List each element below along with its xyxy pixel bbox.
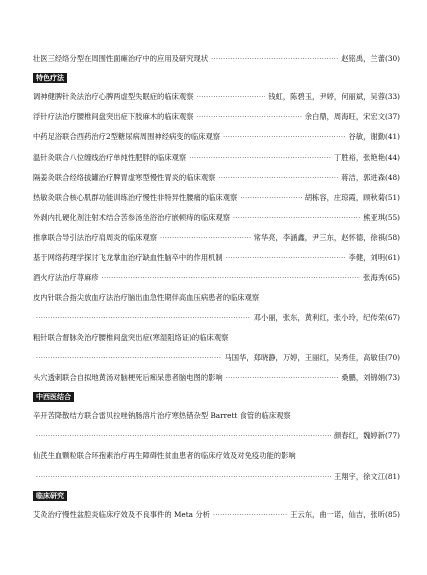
- toc-entry[interactable]: [33, 510, 400, 521]
- entry-authors: 胡栋容，庄琼霞，顾秋菊(51): [304, 193, 400, 202]
- toc-entry[interactable]: [33, 233, 400, 244]
- dot-leader: [102, 274, 360, 284]
- dot-leader: [233, 214, 360, 224]
- dot-leader: [226, 374, 339, 384]
- entry-authors: 王云东，曲一诺，仙吉，张昕(85): [290, 510, 400, 519]
- dot-leader: [223, 133, 345, 143]
- entry-authors: 张海秀(65): [363, 273, 400, 282]
- section-heading-tezhi: 特色疗法: [33, 73, 67, 83]
- entry-title: 头穴透刺联合自拟地黄汤对脑梗死后痴呆患者脑电图的影响: [33, 373, 223, 382]
- dot-leader: [189, 154, 331, 164]
- toc-entry[interactable]: [33, 54, 400, 65]
- entry-title: 外剥内扎硬化剂注射术结合苦参汤坐浴治疗嵌顿痔的临床观察: [33, 213, 231, 222]
- dot-leader: [211, 55, 338, 65]
- toc-entry-title-line[interactable]: 辛开苦降散结方联合雷贝拉唑钠肠溶片治疗寒热错杂型 Barrett 食管的临床观察: [33, 411, 291, 420]
- toc-entry[interactable]: [33, 193, 400, 204]
- entry-authors: 王翔宇，徐文江(81): [333, 472, 400, 481]
- dot-leader: [36, 432, 331, 442]
- toc-entry[interactable]: [33, 173, 400, 184]
- entry-authors: 谷敏，谢勤(41): [348, 132, 400, 141]
- entry-title: 艾灸治疗慢性盆腔炎临床疗效及不良事件的 Meta 分析: [33, 510, 210, 519]
- entry-authors: 余白鼎，周海旺，宋宏文(37): [304, 112, 400, 121]
- entry-title: 浮针疗法治疗腰椎间盘突出症下肢麻木的临床观察: [33, 112, 194, 121]
- toc-entry[interactable]: [33, 112, 400, 123]
- dot-leader: [240, 194, 301, 204]
- dot-leader: [160, 234, 251, 244]
- entry-title: 热敏灸联合核心肌群功能训练治疗慢性非特异性腰痛的临床观察: [33, 193, 238, 202]
- dot-leader: [197, 93, 266, 103]
- entry-title: 壮医三经络分型在周围性面瘫治疗中的应用及研究现状: [33, 54, 209, 63]
- dot-leader: [36, 314, 251, 324]
- entry-authors: 钱虹，陈碧玉，尹婷，何丽斌，吴蓉(33): [268, 92, 400, 101]
- toc-entry-title-line[interactable]: 仙芪生血颗粒联合环孢素治疗再生障碍性贫血患者的临床疗效及对免疫功能的影响: [33, 451, 296, 460]
- entry-authors: 李健，刘明(61): [348, 253, 400, 262]
- toc-entry-title-line[interactable]: 粗针联合督脉灸治疗腰椎间盘突出症(寒湿阻络证)的临床观察: [33, 333, 229, 342]
- dot-leader: [36, 354, 221, 364]
- entry-title: 酒火疗法治疗荨麻疹: [33, 273, 99, 282]
- entry-authors: 赵铭禹，兰蕾(30): [341, 54, 400, 63]
- entry-title: 隔姜灸联合经络拔罐治疗脾胃虚寒型慢性胃炎的临床观察: [33, 173, 216, 182]
- dot-leader: [226, 254, 346, 264]
- dot-leader: [213, 511, 287, 521]
- entry-title: 基于网络药理学探讨飞龙掌血治疗缺血性脑卒中的作用机制: [33, 253, 223, 262]
- toc-entry[interactable]: [33, 132, 400, 143]
- entry-authors: 桑鹏，刘锦娟(73): [341, 373, 400, 382]
- section-heading-zhongxi: 中西医结合: [33, 392, 74, 402]
- entry-authors: 邓小丽，张东，黄利红，张小玲，纪传荣(67): [253, 313, 400, 322]
- toc-entry[interactable]: [33, 373, 400, 384]
- entry-authors: 熊亚琪(55): [363, 213, 400, 222]
- dot-leader: [197, 113, 302, 123]
- toc-entry-continuation[interactable]: [33, 472, 400, 483]
- section-heading-linchuang: 临床研究: [33, 491, 67, 501]
- entry-authors: 常华亮，李涵鑫，尹三东，赵怀德，徐祺(58): [253, 233, 400, 242]
- toc-entry[interactable]: [33, 273, 400, 284]
- toc-entry[interactable]: [33, 92, 400, 103]
- entry-authors: 颜春红，魏婷新(77): [333, 431, 400, 440]
- entry-title: 调神健脾针灸法治疗心脾两虚型失眠症的临床观察: [33, 92, 194, 101]
- toc-entry-continuation[interactable]: [33, 313, 400, 324]
- entry-title: 中药足浴联合西药治疗2型糖尿病周围神经病变的临床观察: [33, 132, 221, 141]
- entry-authors: 马国华，郑晓静，万婷，王丽红，吴秀佳，高敏佳(70): [224, 353, 400, 362]
- toc-entry[interactable]: [33, 253, 400, 264]
- entry-title: 温针灸联合八位缠线治疗单纯性肥胖的临床观察: [33, 153, 187, 162]
- toc-entry-continuation[interactable]: [33, 431, 400, 442]
- toc-entry-title-line[interactable]: 皮内针联合指尖放血疗法治疗脑出血急性期伴高血压病患者的临床观察: [33, 293, 260, 302]
- dot-leader: [36, 473, 331, 483]
- dot-leader: [218, 174, 338, 184]
- entry-title: 推拿联合导引法治疗肩周炎的临床观察: [33, 233, 158, 242]
- entry-authors: 蒋洁，郭进森(48): [341, 173, 400, 182]
- toc-entry[interactable]: [33, 213, 400, 224]
- toc-entry[interactable]: [33, 153, 400, 164]
- entry-authors: 丁胜裕，张艳艳(44): [333, 153, 400, 162]
- toc-entry-continuation[interactable]: [33, 353, 400, 364]
